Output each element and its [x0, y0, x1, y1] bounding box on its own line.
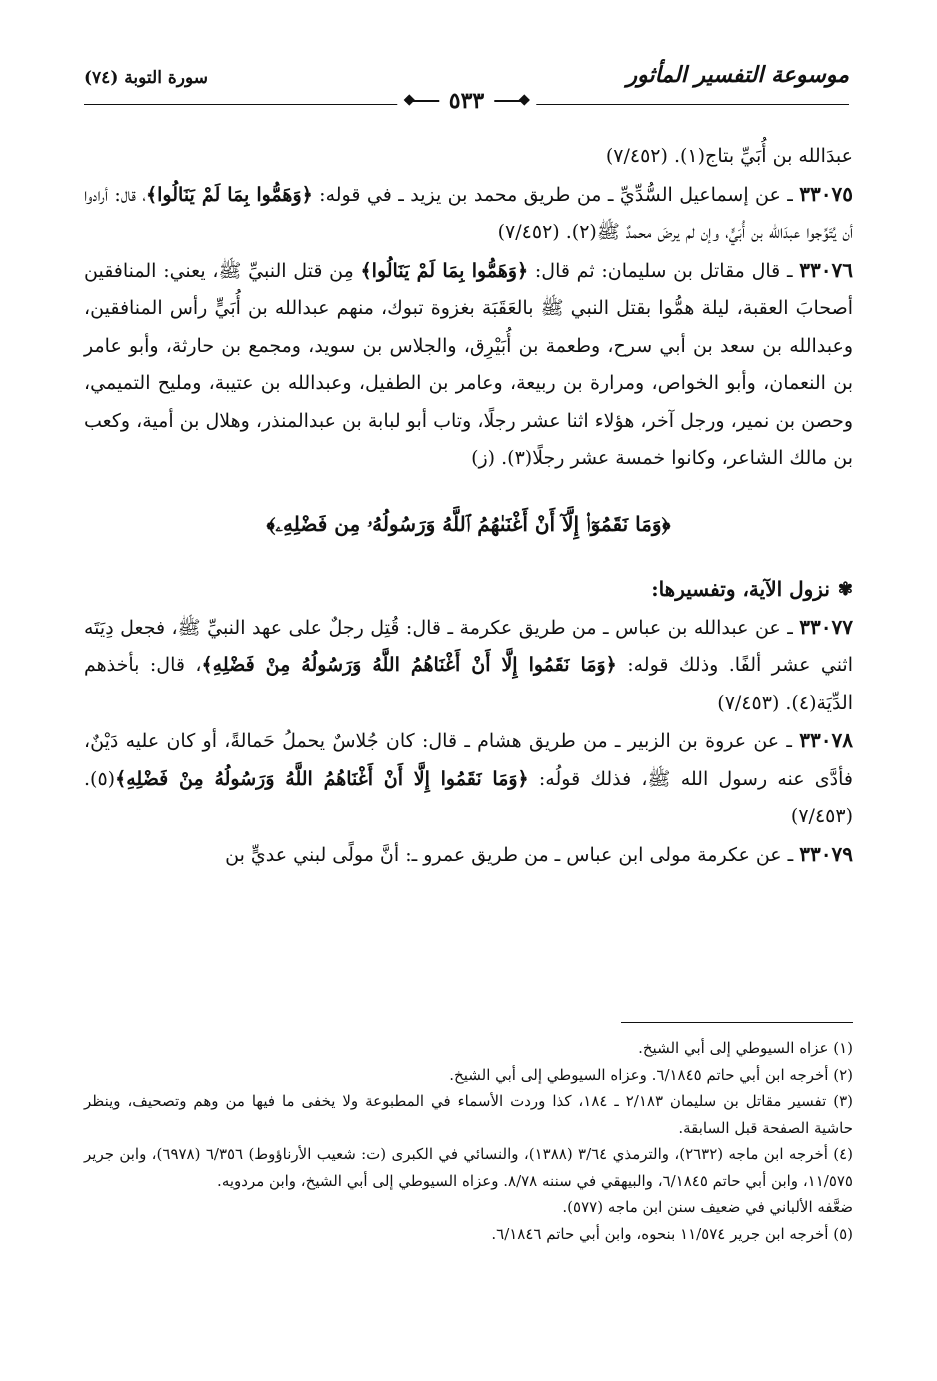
footnote-1: (١) عزاه السيوطي إلى أبي الشيخ.: [638, 1039, 853, 1057]
quran-quote: ﴿وَمَا نَقَمُوا إِلَّا أَنْ أَغْنَاهُمُ اللَّهُ وَرَسُولُهُ مِنْ فَضْلِهِ﴾: [201, 654, 617, 676]
quran-quote: ﴿وَمَا نَقَمُوا إِلَّا أَنْ أَغْنَاهُمُ اللَّهُ وَرَسُولُهُ مِنْ فَضْلِهِ﴾: [115, 767, 529, 790]
footnote-4-note: ضعَّفه الألباني في ضعيف سنن ابن ماجه (٥٧٧).: [562, 1198, 853, 1216]
book-title: موسوعة التفسير المأثور: [626, 62, 849, 88]
section-title: [84, 571, 853, 609]
footnote-5: (٥) أخرجه ابن جرير ١١/٥٧٤ بنحوه، وابن أبي حاتم ٦/١٨٤٦.: [491, 1224, 853, 1243]
footnotes: [84, 1035, 853, 1247]
star-ornament-icon: ✾: [837, 579, 853, 600]
ayah-heading: ﴿وَمَا نَقَمُوٓا۟ إِلَّآ أَنْ أَغْنَىٰهُمُ ٱللَّهُ وَرَسُولُهُۥ مِن فَضْلِهِۦ﴾: [266, 511, 671, 536]
narration-number: ٣٣٠٧٧: [799, 614, 853, 639]
footnote-rule: [621, 1022, 853, 1023]
narration-33075: [84, 176, 853, 252]
footnote-2: (٢) أخرجه ابن أبي حاتم ٦/١٨٤٥. وعزاه السيوطي إلى أبي الشيخ.: [449, 1065, 853, 1084]
narration-text: مِن قتل النبيِّ ﷺ، يعني: المنافقين أصحابَ العقبة، ليلة همُّوا بقتل النبي ﷺ بالعَقَبَة بغزوة تبوك، منهم عبدالله بن أُبَيٍّ رأس المنافقين، وعبدالله بن سعد بن أبي سرح، وطعمة بن أُبَيْرِق، والجلاس بن سويد، ومجمع بن حارثة، وأبو عامر بن النعمان، وأبو الخواص، ومرارة بن ربيعة، وعامر بن الطفيل، وعبدالله بن عتيبة، ومليح التميمي، وحصن بن نمير، ورجل آخر، هؤلاء اثنا عشر رجلًا، وتاب أبو لبابة بن عبدالمنذر، وهلال بن أمية، وكعب بن مالك الشاعر، وكانوا خمسة عشر رجلًا(٣). (ز): [84, 259, 853, 469]
narration-text: ـ عن عبدالله بن عباس ـ من طريق عكرمة ـ قال: قُتِل رجلٌ على عهد النبيِّ ﷺ، فجعل دِيَتَه اثني عشر ألفًا. وذلك قوله:: [84, 616, 853, 676]
ornament-left-icon: [405, 96, 439, 106]
quran-quote: ﴿وَهَمُّوا بِمَا لَمْ يَنَالُوا﴾: [146, 183, 313, 206]
surah-label: سورة التوبة (٧٤): [84, 68, 208, 88]
narration-text: ـ قال مقاتل بن سليمان: ثم قال:: [528, 259, 800, 282]
narration-33076: [84, 252, 853, 478]
narration-33078: [84, 722, 853, 836]
narration-33079: [84, 836, 853, 875]
quran-quote: ﴿وَهَمُّوا بِمَا لَمْ يَنَالُوا﴾: [360, 259, 529, 282]
narration-text: ، قال: بأخذهم الدِّيَة(٤). (٧/٤٥٣): [84, 654, 853, 714]
narration-number: ٣٣٠٧٩: [799, 841, 853, 866]
page-header: [84, 62, 849, 114]
narration-text: ـ عن عروة بن الزبير ـ من طريق هشام ـ قال: كان جُلاسٌ يحملُ حَمالةً، أو كان عليه دَيْنٌ، فأدَّى عنه رسول الله ﷺ، فذلك قولُه:: [84, 730, 853, 790]
ornament-right-icon: [494, 96, 528, 106]
page-number: ٥٣٣: [448, 88, 485, 114]
section-title-text: نزول الآية، وتفسيرها:: [651, 577, 830, 601]
narration-33077: [84, 609, 853, 723]
intro-line: عبدَالله بن أُبَيِّ بتاج(١). (٧/٤٥٢): [605, 145, 853, 167]
page-number-block: [397, 88, 536, 114]
narration-number: ٣٣٠٧٨: [799, 728, 853, 752]
narration-text: ، قال: أرادوا أن يُتَوِّجوا عبدَالله بن أُبَيٍّ، وإن لم يرضَ محمدٌ ﷺ(٢). (٧/٤٥٢): [84, 183, 853, 243]
narration-number: ٣٣٠٧٥: [799, 181, 853, 206]
narration-text: ـ عن عكرمة مولى ابن عباس ـ من طريق عمرو ـ: أنَّ مولًى لبني عديٍّ بن: [225, 843, 800, 866]
main-text: [84, 138, 853, 874]
narration-text: (٥). (٧/٤٥٣): [84, 767, 853, 827]
footnote-3: (٣) تفسير مقاتل بن سليمان ٢/١٨٣ ـ ١٨٤، كذا وردت الأسماء في المطبوعة ولا يخفى ما فيها من وهم وتصحيف، وينظر حاشية الصفحة قبل السابقة.: [84, 1092, 854, 1137]
narration-text: ـ عن إسماعيل السُّدِّيِّ ـ من طريق محمد بن يزيد ـ في قوله:: [312, 183, 800, 206]
footnote-4: (٤) أخرجه ابن ماجه (٢٦٣٢)، والترمذي ٣/٦٤ (١٣٨٨)، والنسائي في الكبرى (ت: شعيب الأرناؤوط) ٦/٣٥٦ (٦٩٧٨)، وابن جرير ١١/٥٧٥، وابن أبي حاتم ٦/١٨٤٥، والبيهقي في سننه ٨/٧٨. وعزاه السيوطي إلى أبي الشيخ، وابن مردويه.: [84, 1145, 853, 1190]
narration-number: ٣٣٠٧٦: [799, 257, 853, 282]
